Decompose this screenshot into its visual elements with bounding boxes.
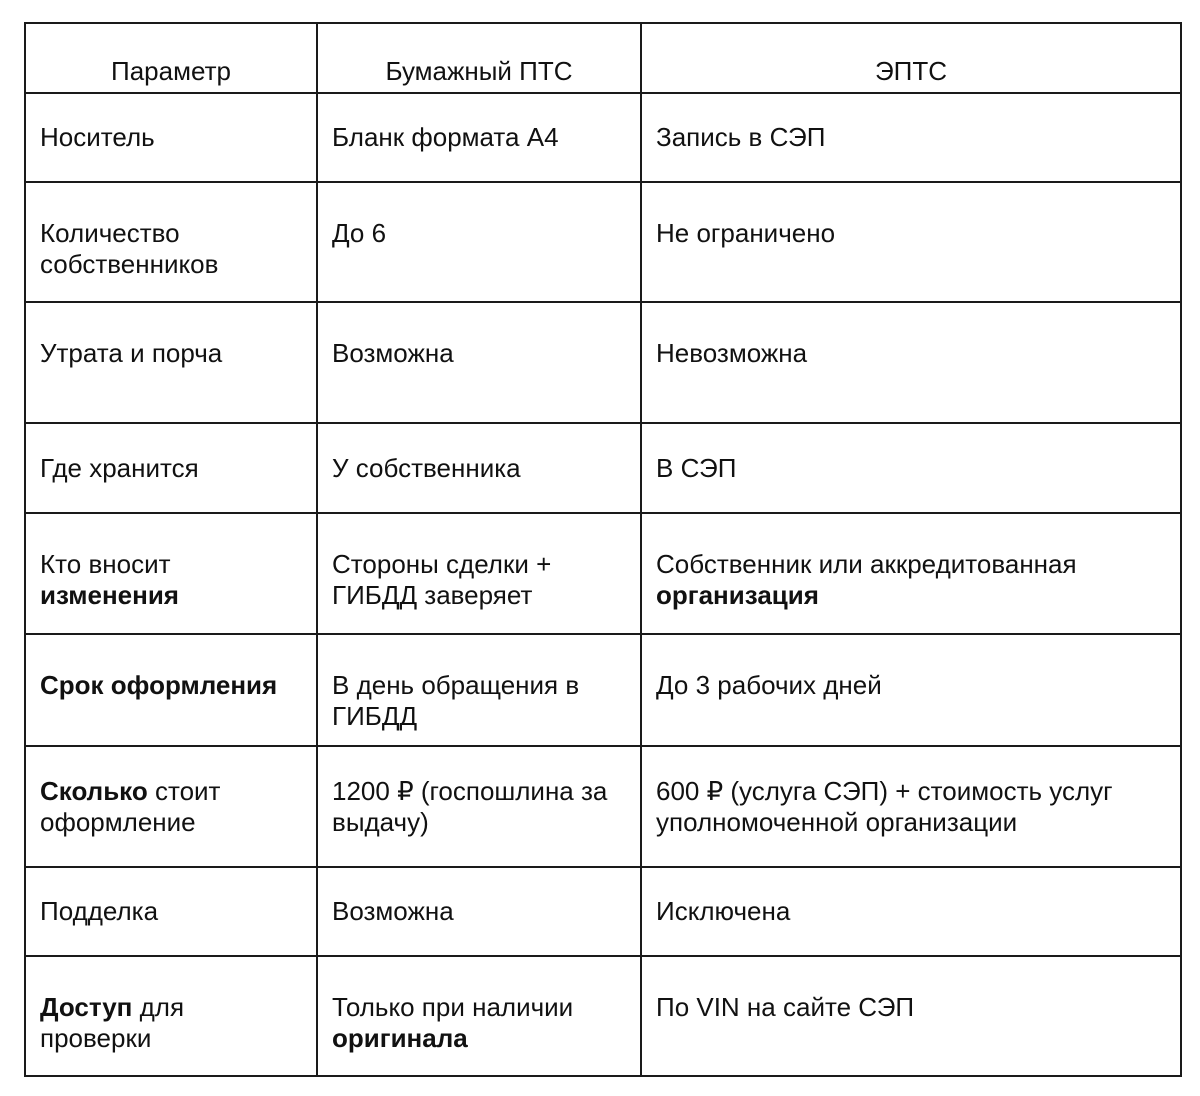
paper-cell <box>317 182 641 302</box>
cell-text: Только при наличии <box>332 992 574 1022</box>
cell-text: Носитель <box>40 122 155 152</box>
cell-text: У собственника <box>332 452 521 483</box>
header-cell-parameter: Параметр <box>25 23 317 93</box>
table-row <box>25 867 1181 956</box>
cell-text-bold: оригинала <box>332 1023 468 1053</box>
cell-text: Количество собственников <box>40 218 219 279</box>
paper-cell <box>317 423 641 513</box>
epts-cell <box>641 93 1181 182</box>
param-cell <box>25 634 317 746</box>
cell-text: Возможна <box>332 338 454 368</box>
cell-text: Запись в СЭП <box>656 122 826 152</box>
cell-text: стоит оформление <box>40 775 221 837</box>
cell-text-bold: Сколько <box>40 775 148 806</box>
param-cell <box>25 93 317 182</box>
param-cell <box>25 746 317 867</box>
param-cell <box>25 867 317 956</box>
cell-text: Собственник или аккредитованная <box>656 549 1077 579</box>
table-row <box>25 93 1181 182</box>
cell-text: 600 ₽ (услуга СЭП) + стоимость услуг уполномоченной организации <box>656 775 1113 837</box>
cell-text: Подделка <box>40 896 159 926</box>
paper-cell <box>317 302 641 423</box>
epts-cell <box>641 513 1181 634</box>
cell-text-bold: организация <box>656 580 819 610</box>
table-row <box>25 746 1181 867</box>
header-cell-epts: ЭПТС <box>641 23 1181 93</box>
table-row <box>25 182 1181 302</box>
epts-cell <box>641 867 1181 956</box>
paper-cell <box>317 956 641 1076</box>
param-cell <box>25 423 317 513</box>
table-row <box>25 513 1181 634</box>
paper-cell <box>317 93 641 182</box>
cell-text-bold: изменения <box>40 580 179 610</box>
epts-cell <box>641 956 1181 1076</box>
paper-cell <box>317 867 641 956</box>
table-row <box>25 634 1181 746</box>
cell-text: До 6 <box>332 218 387 248</box>
paper-cell <box>317 513 641 634</box>
paper-cell <box>317 634 641 746</box>
table-header-row <box>25 23 1181 93</box>
cell-text: Невозможна <box>656 338 808 368</box>
cell-text: Утрата и порча <box>40 338 223 368</box>
cell-text: В день обращения в ГИБДД <box>332 670 580 731</box>
cell-text: Стороны сделки + ГИБДД заверяет <box>332 549 552 610</box>
cell-text-bold: Доступ <box>40 992 133 1022</box>
comparison-table <box>24 22 1182 1077</box>
epts-cell <box>641 182 1181 302</box>
table-row <box>25 956 1181 1076</box>
table-row <box>25 423 1181 513</box>
epts-cell <box>641 746 1181 867</box>
epts-cell <box>641 302 1181 423</box>
epts-cell <box>641 634 1181 746</box>
param-cell <box>25 513 317 634</box>
param-cell <box>25 302 317 423</box>
cell-text: Где хранится <box>40 452 199 483</box>
cell-text: В СЭП <box>656 452 737 483</box>
table-row <box>25 302 1181 423</box>
cell-text: До 3 рабочих дней <box>656 670 882 700</box>
epts-cell <box>641 423 1181 513</box>
cell-text-bold: Срок оформления <box>40 670 278 700</box>
param-cell <box>25 956 317 1076</box>
cell-text: Не ограничено <box>656 218 836 248</box>
cell-text: 1200 ₽ (госпошлина за выдачу) <box>332 775 608 837</box>
cell-text: Исключена <box>656 896 791 926</box>
cell-text: Бланк формата А4 <box>332 122 559 152</box>
cell-text: Возможна <box>332 896 454 926</box>
cell-text: Кто вносит <box>40 549 171 579</box>
header-cell-paper-pts: Бумажный ПТС <box>317 23 641 93</box>
cell-text: для проверки <box>40 992 185 1053</box>
param-cell <box>25 182 317 302</box>
paper-cell <box>317 746 641 867</box>
cell-text: По VIN на сайте СЭП <box>656 992 915 1022</box>
